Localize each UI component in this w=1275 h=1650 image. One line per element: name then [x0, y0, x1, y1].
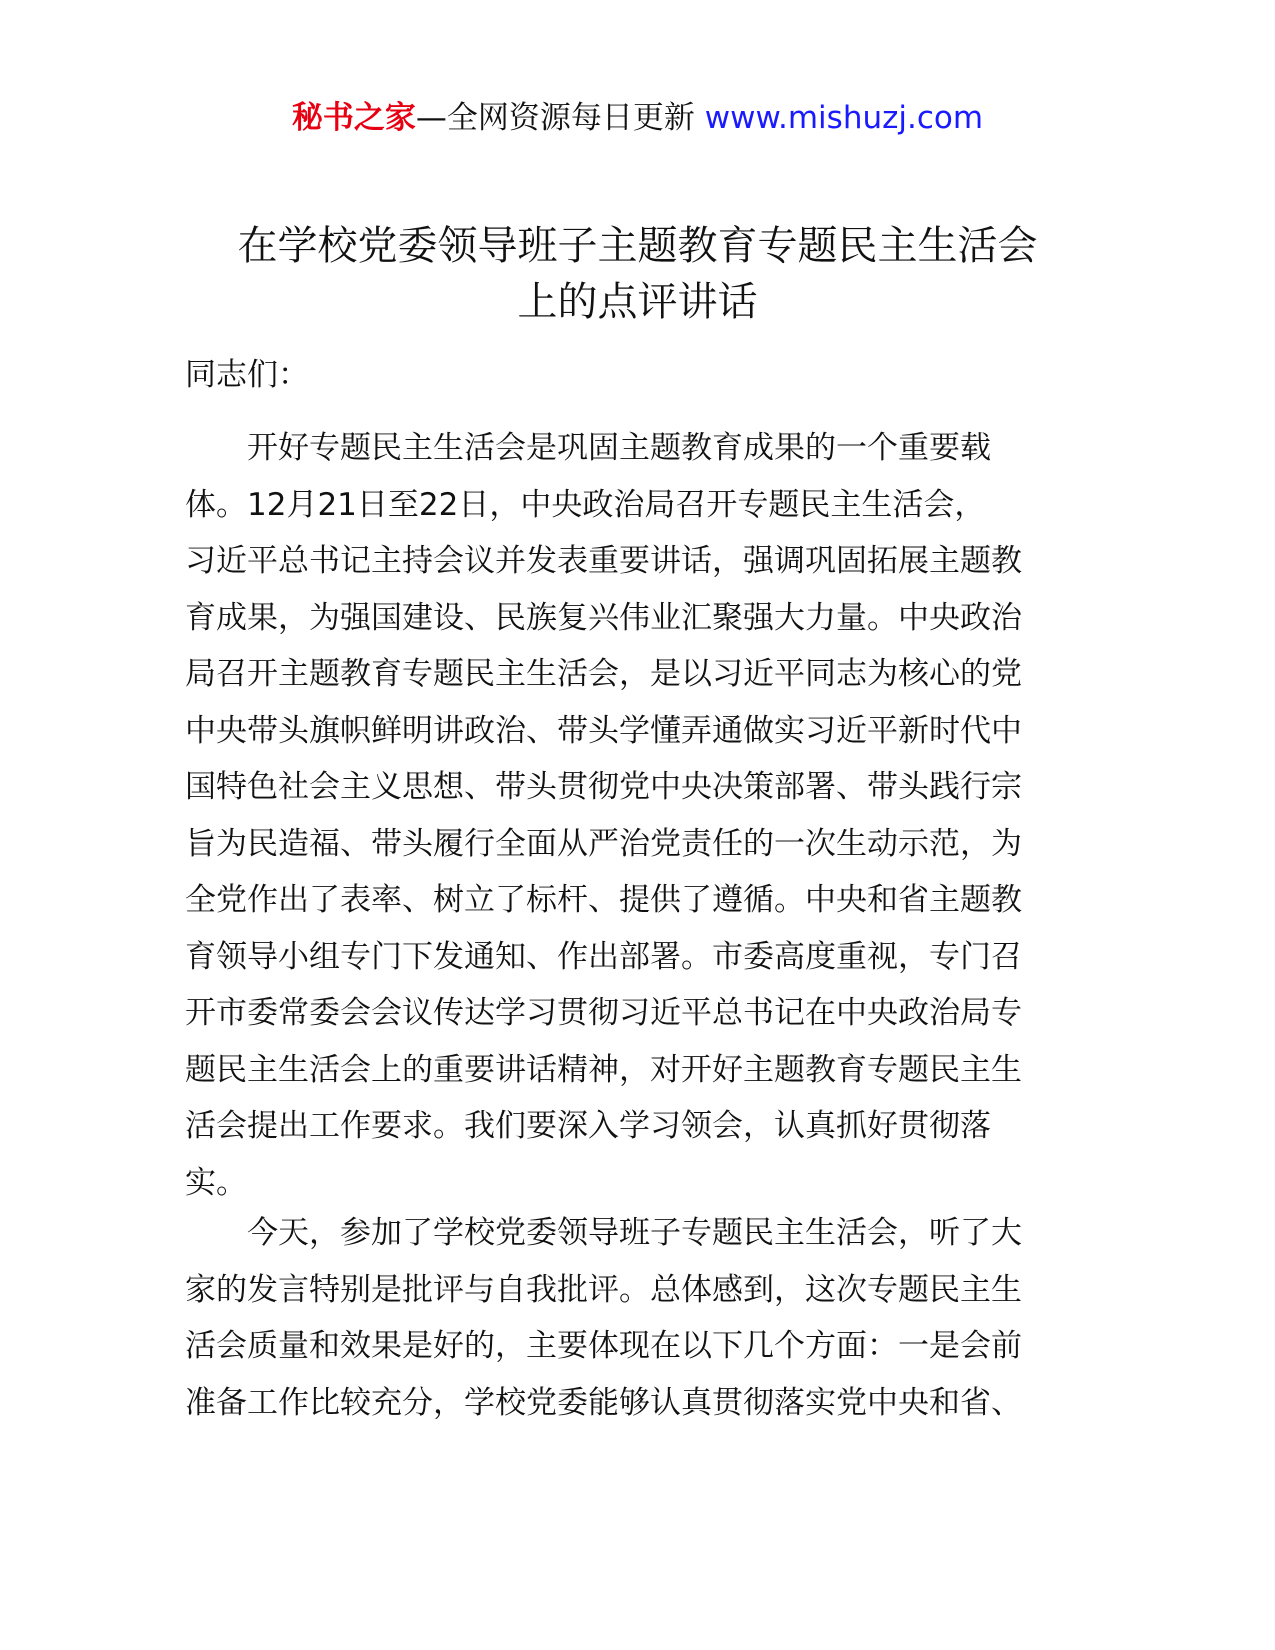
paragraph-line: 准备工作比较充分，学校党委能够认真贯彻落实党中央和省、: [185, 1384, 1022, 1421]
paragraph-line: 开好专题民主生活会是巩固主题教育成果的一个重要载: [185, 430, 991, 466]
paragraph-line: 开市委常委会会议传达学习贯彻习近平总书记在中央政治局专: [185, 995, 1022, 1031]
title-line-2: 上的点评讲话: [517, 279, 758, 325]
site-header: [0, 98, 1275, 138]
paragraph-line: 旨为民造福、带头履行全面从严治党责任的一次生动示范，为: [185, 825, 1022, 862]
site-url-link[interactable]: www.mishuzj.com: [704, 100, 984, 136]
paragraph-line: 活会质量和效果是好的，主要体现在以下几个方面：一是会前: [185, 1328, 1022, 1364]
paragraph-line: 活会提出工作要求。我们要深入学习领会，认真抓好贯彻落: [185, 1108, 991, 1144]
paragraph-2: [185, 1205, 1090, 1431]
title-line-1: 在学校党委领导班子主题教育专题民主生活会: [237, 223, 1038, 269]
header-tagline: —全网资源每日更新: [415, 100, 705, 136]
paragraph-line: 中央带头旗帜鲜明讲政治、带头学懂弄通做实习近平新时代中: [185, 712, 1022, 749]
paragraph-line: 育成果，为强国建设、民族复兴伟业汇聚强大力量。中央政治: [185, 599, 1022, 636]
paragraph-line: 家的发言特别是批评与自我批评。总体感到，这次专题民主生: [185, 1271, 1022, 1308]
paragraph-line: 局召开主题教育专题民主生活会，是以习近平同志为核心的党: [185, 656, 1022, 692]
paragraph-1: [185, 420, 1090, 1211]
paragraph-line: 全党作出了表率、树立了标杆、提供了遵循。中央和省主题教: [185, 882, 1022, 918]
paragraph-line: 国特色社会主义思想、带头贯彻党中央决策部署、带头践行宗: [185, 769, 1022, 805]
greeting: 同志们：: [185, 357, 309, 393]
paragraph-line: 今天，参加了学校党委领导班子专题民主生活会，听了大: [185, 1215, 1022, 1251]
paragraph-line: 育领导小组专门下发通知、作出部署。市委高度重视，专门召: [185, 938, 1022, 975]
document-title: [150, 218, 1125, 330]
paragraph-line: 题民主生活会上的重要讲话精神，对开好主题教育专题民主生: [185, 1051, 1022, 1088]
brand-name: 秘书之家: [291, 100, 416, 136]
paragraph-line: 体。12月21日至22日，中央政治局召开专题民主生活会，: [185, 486, 986, 523]
paragraph-line: 习近平总书记主持会议并发表重要讲话，强调巩固拓展主题教: [185, 543, 1022, 579]
paragraph-line: 实。: [185, 1164, 247, 1201]
